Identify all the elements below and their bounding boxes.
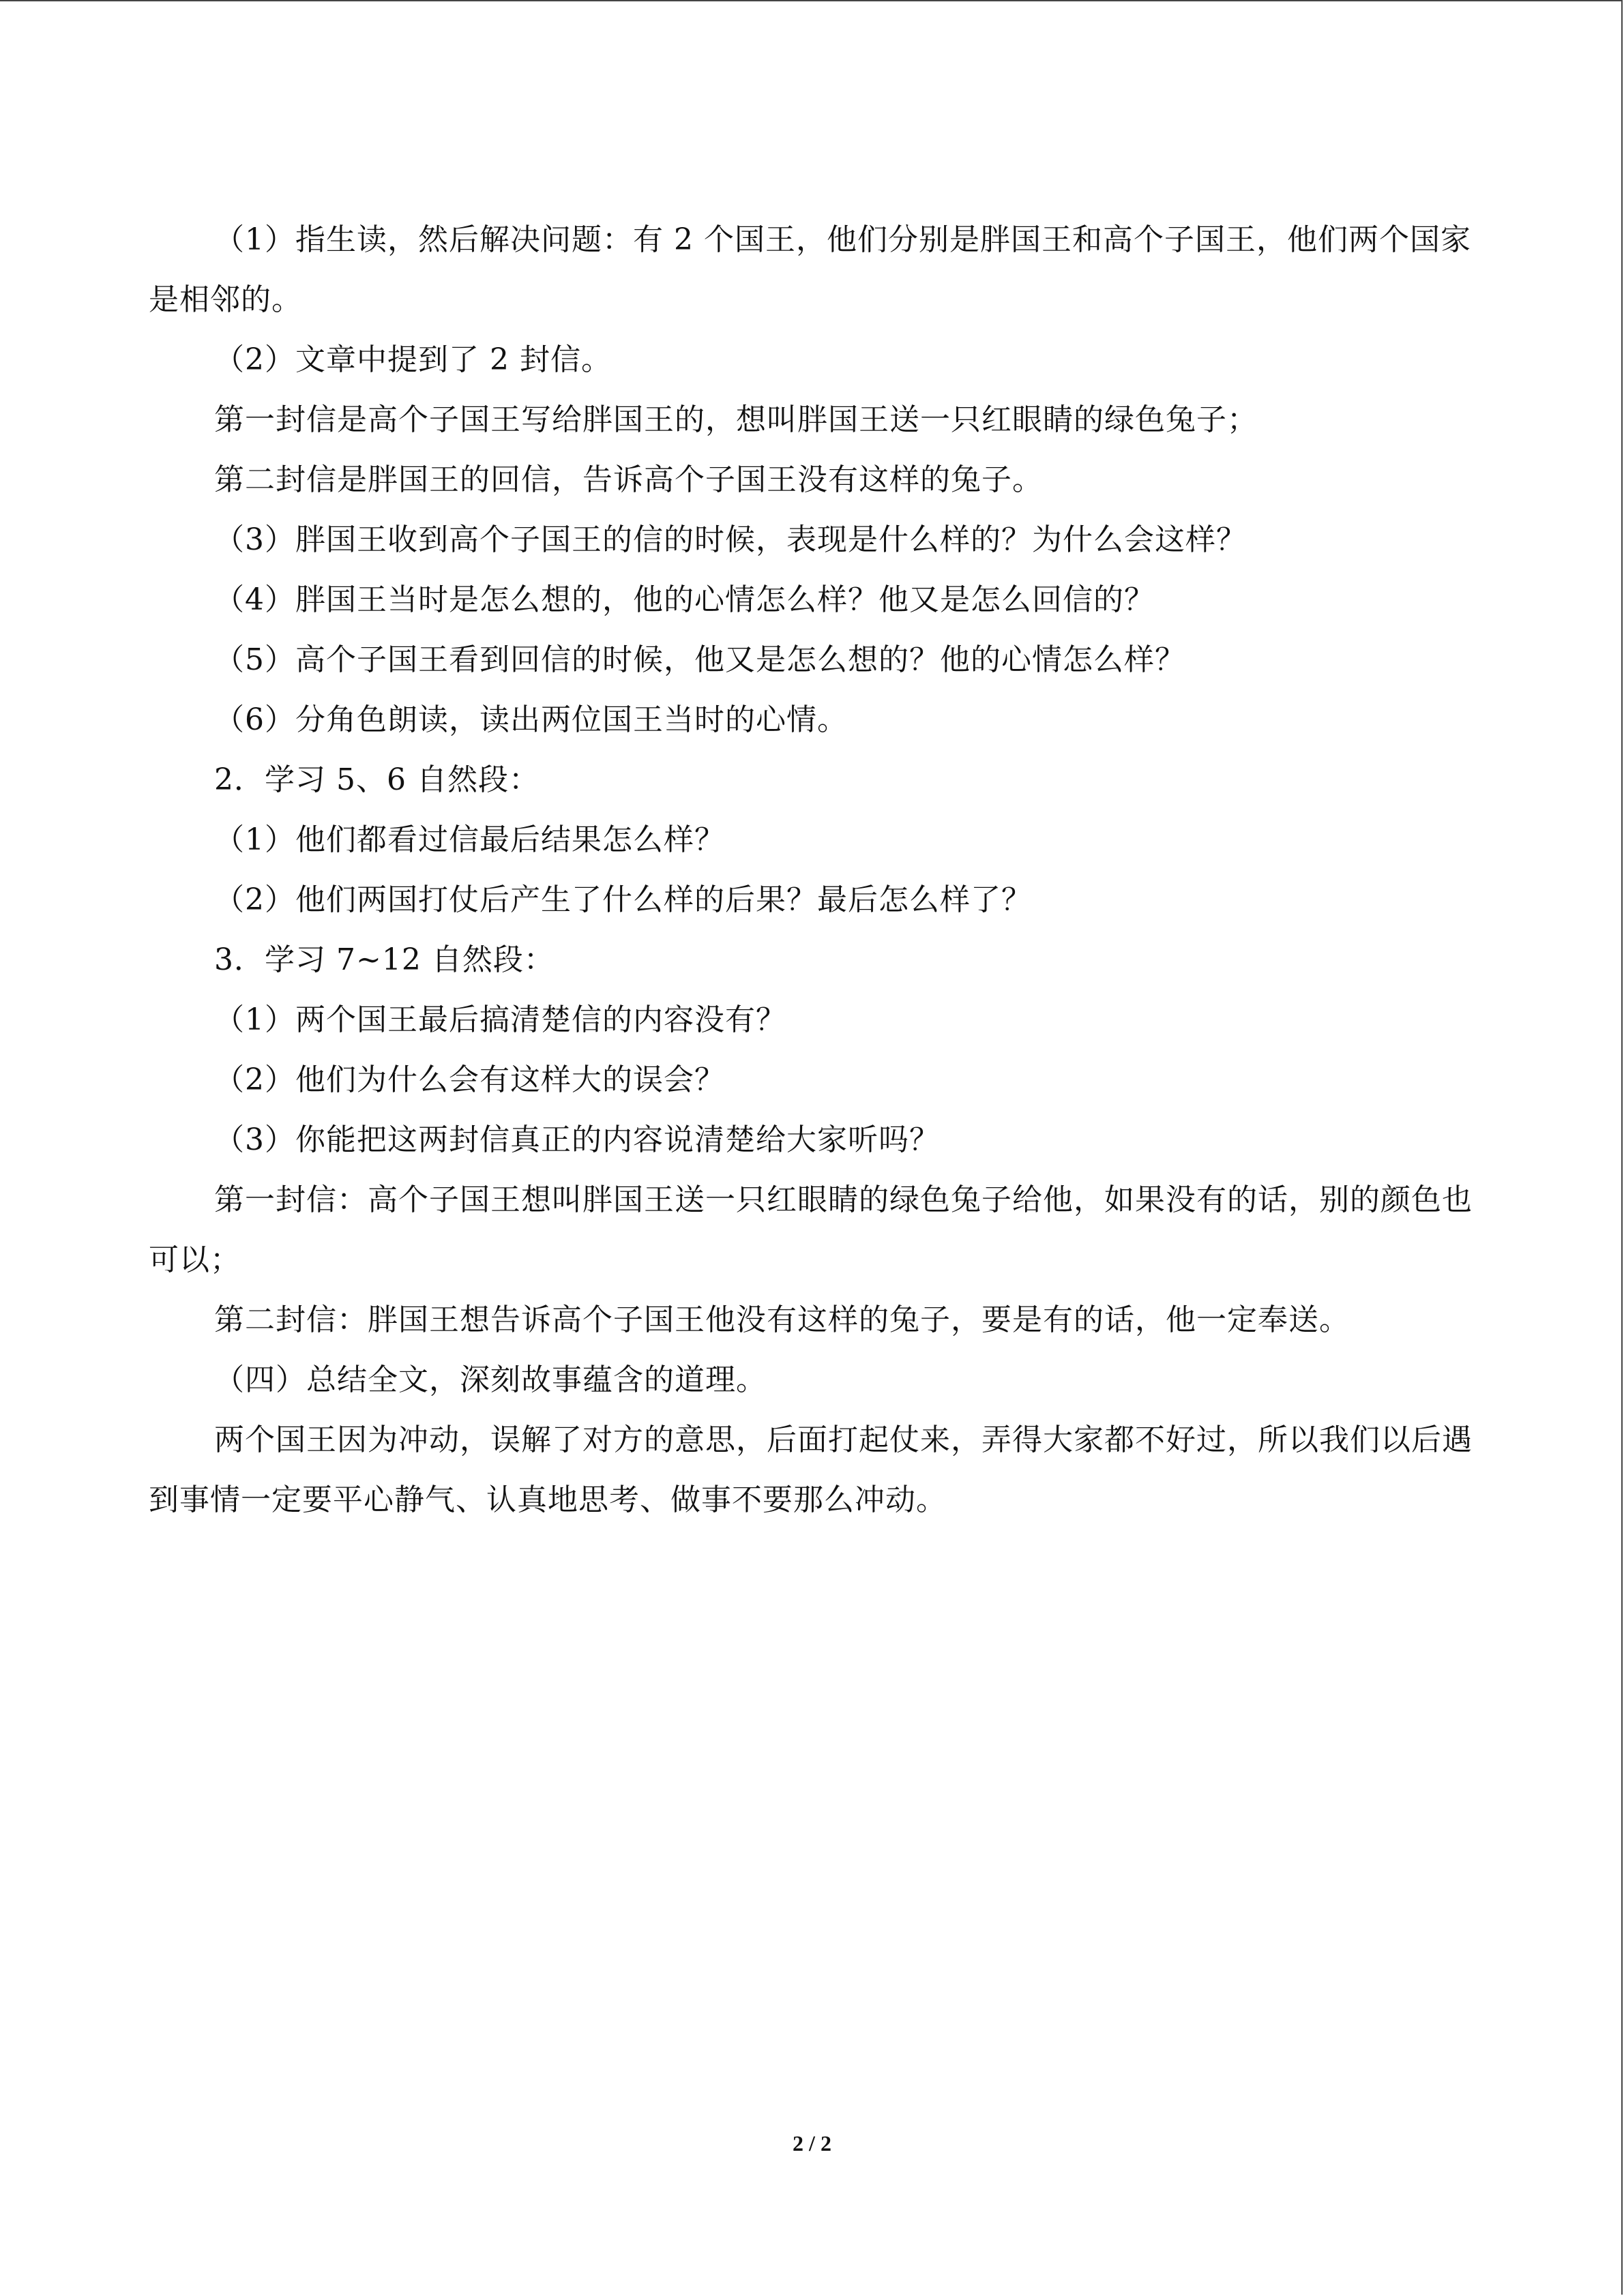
paragraph-7: （5）高个子国王看到回信的时候，他又是怎么想的？他的心情怎么样？ (214, 642, 1185, 677)
paragraph-11: （2）他们两国打仗后产生了什么样的后果？最后怎么样了？ (214, 882, 1032, 917)
paragraph-15: （3）你能把这两封信真正的内容说清楚给大家听吗？ (214, 1122, 940, 1157)
paragraph-13: （1）两个国王最后搞清楚信的内容没有？ (214, 1002, 786, 1037)
section-heading-4: （四）总结全文，深刻故事蕴含的道理。 (214, 1362, 767, 1397)
paragraph-1: （1）指生读，然后解决问题：有 2 个国王，他们分别是胖国王和高个子国王，他们两个国家是相邻的。 (149, 222, 1471, 317)
paragraph-10: （1）他们都看过信最后结果怎么样？ (214, 822, 725, 857)
paragraph-8: （6）分角色朗读，读出两位国王当时的心情。 (214, 702, 848, 737)
document-body (149, 210, 1486, 1530)
page-number: 2 / 2 (793, 2131, 831, 2156)
section-heading-3: 3．学习 7~12 自然段： (214, 942, 555, 977)
paragraph-16: 第一封信：高个子国王想叫胖国王送一只红眼睛的绿色兔子给他，如果没有的话，别的颜色也可以； (149, 1182, 1473, 1277)
paragraph-3: 第一封信是高个子国王写给胖国王的，想叫胖国王送一只红眼睛的绿色兔子； (214, 402, 1258, 437)
paragraph-5: （3）胖国王收到高个子国王的信的时候，表现是什么样的？为什么会这样？ (214, 522, 1247, 557)
paragraph-14: （2）他们为什么会有这样大的误会？ (214, 1062, 725, 1097)
paragraph-4: 第二封信是胖国王的回信，告诉高个子国王没有这样的兔子。 (214, 462, 1043, 497)
paragraph-2: （2）文章中提到了 2 封信。 (214, 342, 612, 377)
paragraph-17: 第二封信：胖国王想告诉高个子国王他没有这样的兔子，要是有的话，他一定奉送。 (214, 1302, 1350, 1337)
paragraph-6: （4）胖国王当时是怎么想的，他的心情怎么样？他又是怎么回信的？ (214, 582, 1155, 617)
paragraph-19: 两个国王因为冲动，误解了对方的意思，后面打起仗来，弄得大家都不好过，所以我们以后遇到事情一定要平心静气、认真地思考、做事不要那么冲动。 (149, 1422, 1473, 1517)
section-heading-2: 2．学习 5、6 自然段： (214, 762, 540, 797)
